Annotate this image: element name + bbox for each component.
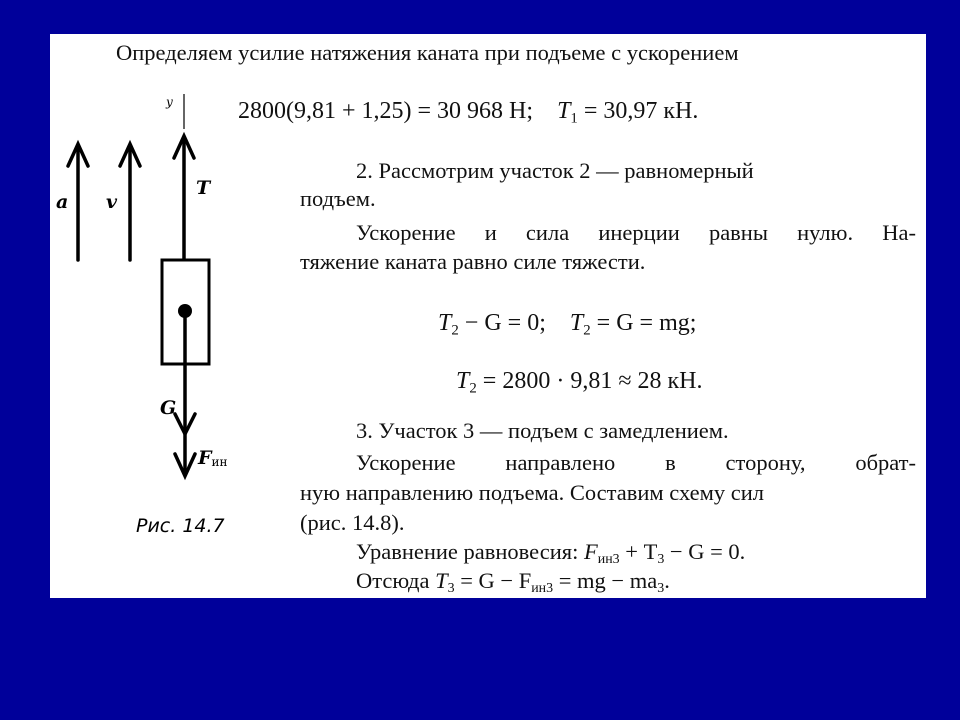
paragraph-2-line-3: Ускорение и сила инерции равны нулю. На-: [356, 220, 916, 245]
acceleration-arrow: [68, 144, 88, 260]
equilibrium-equation-line: Уравнение равновесия: $F_{ин3} + T_3 - G = 0$.: [356, 539, 746, 568]
velocity-label: v: [106, 191, 118, 213]
tension-arrow: [174, 136, 194, 260]
equation-t2-equilibrium: $T_2 - G = 0$; $T_2 = G$ = mg;: [438, 310, 697, 339]
paragraph-3-line-4: (рис. 14.8).: [300, 510, 405, 535]
inertia-force-label: $F_{ин}$: [198, 447, 228, 469]
gravity-label: G: [160, 397, 177, 419]
y-axis-label: y: [166, 95, 173, 109]
figure-caption: Рис. 14.7: [136, 515, 225, 537]
result-equation-line: Отсюда $T_3 = G - F_{ин3}$ = mg − $ma_3$.: [356, 568, 670, 597]
textbook-page: [50, 34, 926, 598]
velocity-arrow: [120, 144, 140, 260]
paragraph-3-line-1: 3. Участок 3 — подъем с замедлением.: [356, 418, 729, 443]
paragraph-2-line-4: тяжение каната равно силе тяжести.: [300, 249, 646, 274]
acceleration-label: a: [56, 191, 69, 213]
paragraph-2-line-1: 2. Рассмотрим участок 2 — равномерный: [356, 158, 754, 183]
paragraph-2-line-2: подъем.: [300, 186, 376, 211]
paragraph-3-line-3: ную направлению подъема. Составим схему сил: [300, 480, 764, 505]
text-line-intro: Определяем усилие натяжения каната при подъеме с ускорением: [116, 40, 739, 65]
equation-t1: 2800(9,81 + 1,25) = 30 968 H; $T_1 = 30,97$ кН.: [238, 98, 699, 127]
inertia-force-arrow: [175, 432, 195, 476]
equation-t2-value: $T_2 = 2800 \cdot 9,81 \approx 28$ кН.: [456, 368, 703, 397]
paragraph-3-line-2: Ускорение направлено в сторону, обрат-: [356, 450, 916, 475]
tension-label: T: [196, 177, 211, 199]
